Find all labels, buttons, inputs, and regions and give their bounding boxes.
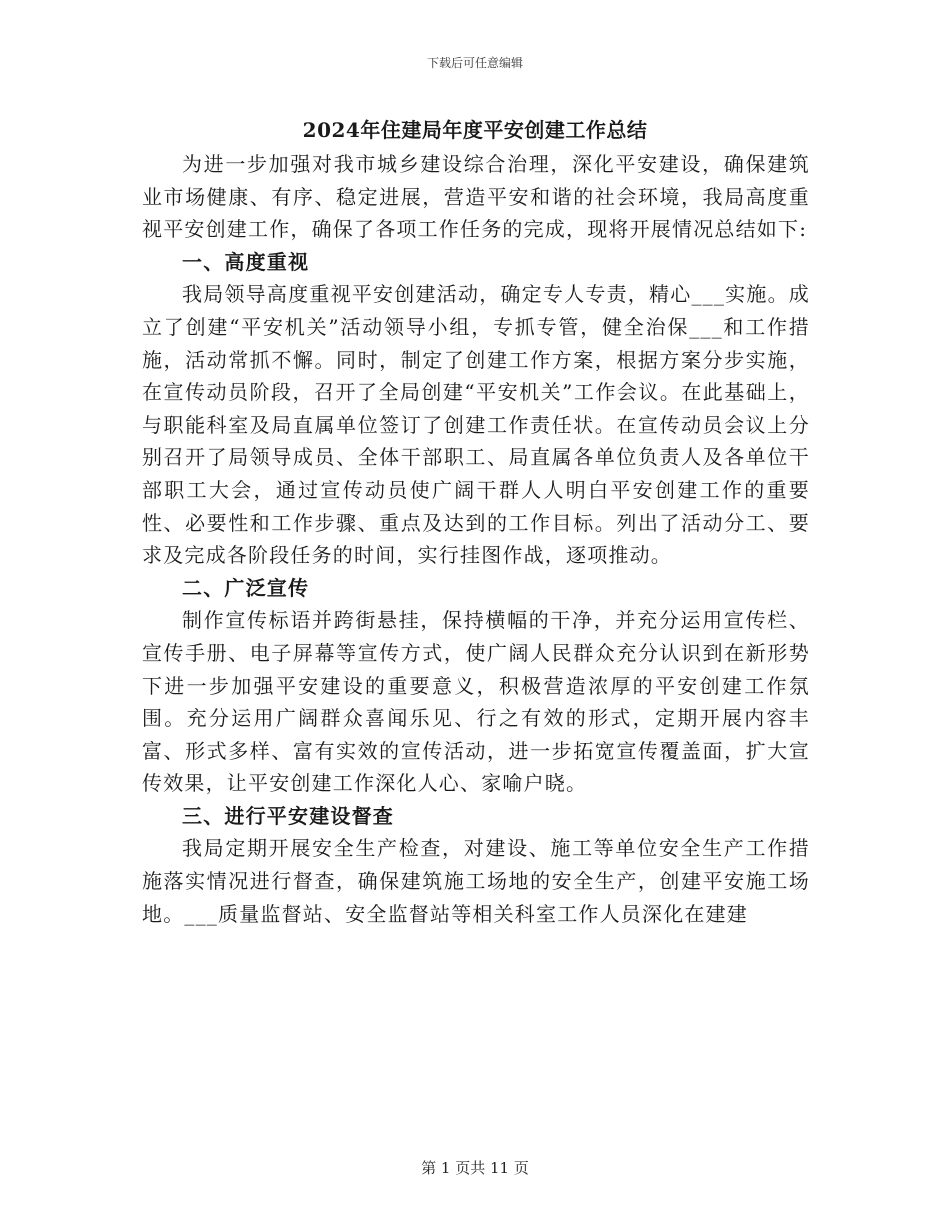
header-note: 下载后可任意编辑 <box>426 56 523 70</box>
section-paragraph-1: 我局领导高度重视平安创建活动，确定专人专责，精心___实施。成立了创建“平安机关”活动领导小组，专抓专管，健全治保___和工作措施，活动常抓不懈。同时，制定了创建工作方案，根据方案分步实施，在宣传动员阶段，召开了全局创建“平安机关”工作会议。在此基础上，与职能科室及局直属单位签订了创建工作责任状。在宣传动员会议上分别召开了局领导成员、全体干部职工、局直属各单位负责人及各单位干部职工大会，通过宣传动员使广阔干群人人明白平安创建工作的重要性、必要性和工作步骤、重点及达到的工作目标。列出了活动分工、要求及完成各阶段任务的时间，实行挂图作战，逐项推动。 <box>142 282 810 568</box>
document-body <box>142 148 810 930</box>
section-heading-1: 一、高度重视 <box>182 249 310 274</box>
document-title: 2024年住建局年度平安创建工作总结 <box>302 118 648 142</box>
section-heading-2: 二、广泛宣传 <box>182 575 310 600</box>
section-paragraph-3: 我局定期开展安全生产检查，对建设、施工等单位安全生产工作措施落实情况进行督查，确保建筑施工场地的安全生产，创建平安施工场地。___质量监督站、安全监督站等相关科室工作人员深化在建建 <box>142 836 810 926</box>
page-footer: 第 1 页共 11 页 <box>421 1159 529 1177</box>
intro-paragraph: 为进一步加强对我市城乡建设综合治理，深化平安建设，确保建筑业市场健康、有序、稳定进展，营造平安和谐的社会环境，我局高度重视平安创建工作，确保了各项工作任务的完成，现将开展情况总结如下: <box>142 152 810 242</box>
section-heading-3: 三、进行平安建设督查 <box>182 803 394 828</box>
section-paragraph-2: 制作宣传标语并跨街悬挂，保持横幅的干净，并充分运用宣传栏、宣传手册、电子屏幕等宣传方式，使广阔人民群众充分认识到在新形势下进一步加强平安建设的重要意义，积极营造浓厚的平安创建工作氛围。充分运用广阔群众喜闻乐见、行之有效的形式，定期开展内容丰富、形式多样、富有实效的宣传活动，进一步拓宽宣传覆盖面，扩大宣传效果，让平安创建工作深化人心、家喻户晓。 <box>142 608 810 796</box>
